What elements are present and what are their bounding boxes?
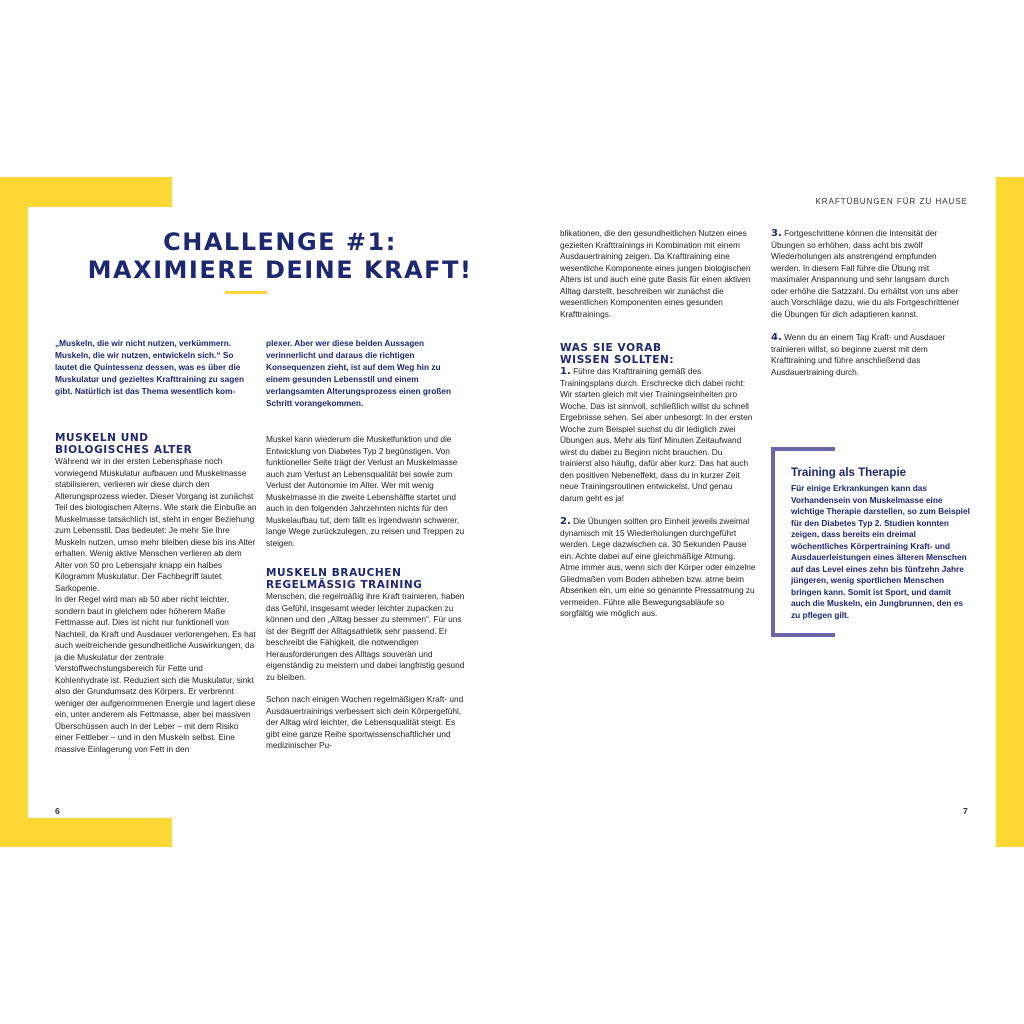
chapter-title-line2: MAXIMIERE DEINE KRAFT! [87, 256, 473, 284]
title-rule [225, 291, 267, 294]
section-heading-1b: BIOLOGISCHES ALTER [55, 444, 193, 456]
running-head: KRAFTÜBUNGEN FÜR ZU HAUSE [815, 197, 968, 206]
info-box-title: Training als Therapie [791, 467, 907, 479]
section-1-paragraph-1: Während wir in der ersten Lebensphase noch vorwiegend Muskulatur aufbauen und Muskelmasse stabilisieren, verlieren wir diese durch den Alterungsprozess wieder. Dieser Vorgang ist zunächst Teil des biologischen Alterns. Wie stark die Einbuße an Muskelmasse tatsächlich ist, steht in enger Beziehung zum Lebensstil. Das bedeutet: Je mehr Sie Ihre Muskeln nutzen, umso mehr bleiben diese bis ins Alter erhalten. Wenig aktive Menschen verlieren ab dem Alter von 50 pro Lebensjahr knapp ein halbes Kilogramm Muskulatur. Der Fachbegriff lautet Sarkopenie. [55, 456, 257, 593]
lead-paragraph-part2: plexer. Aber wer diese beiden Aussagen verinnerlicht und daraus die richtigen Konsequenzen zieht, ist auf dem Weg hin zu einem gesunden Lebensstil und einem verlangsamten Alterungsprozess einen großen Schritt vorangekommen. [266, 338, 452, 408]
column-2 [266, 434, 466, 752]
yellow-frame-left [0, 177, 28, 847]
section-2-paragraph-2: Schon nach einigen Wochen regelmäßigen Kraft- und Ausdauertrainings verbessert sich dein Körpergefühl, der Alltag wird leichter, die Lebensqualität steigt. Es gibt eine ganze Reihe sportwissenschaftlicher und medizinischer Pu- [266, 694, 464, 750]
section-1-paragraph-2: In der Regel wird man ab 50 aber nicht leichter, sondern baut in gleichem oder höherem Maße Fettmasse auf. Dies ist nicht nur funktionell von Nachteil, da Kraft und Ausdauer verlorengehen. Es hat auch weitreichende gesundheitliche Auswirkungen, da ja die Muskulatur der zentrale Verstoffwechslungsbereich für Fette und Kohlenhydrate ist. Reduziert sich die Muskulatur, sinkt also der Grundumsatz des Körpers. Er verbrennt weniger der aufgenommenen Energie und lagert diese ein, unter anderem als Fettmasse, aber bei massiven Überschüssen auch in der Leber – mit dem Risiko einer Fettleber – und in den Muskeln selbst. Eine massive Einlagerung von Fett in den [55, 594, 256, 754]
info-box-border-bottom [771, 633, 835, 637]
item-1-number: 1. [560, 366, 571, 377]
page-number-right: 7 [963, 806, 968, 816]
section-heading-1a: MUSKELN UND [55, 432, 149, 444]
item-1-text: Führe das Krafttraining gemäß des Trainingsplans durch. Erschrecke dich dabei nicht: Wir starten gleich mit vier Trainingseinheiten pro Woche. Das ist sinnvoll, schließlich willst du schnell Ergebnisse sehen. Sei aber unbesorgt: In der ersten Woche zum Beispiel suchst du dir lediglich zwei Übungen aus. Mehr als fünf Minuten Zeitaufwand wirst du dabei zu Beginn nicht brauchen. Du trainierst also häufig, dafür aber kurz. Das hat auch den positiven Nebeneffekt, dass du in kurzer Zeit neue Trainingsroutinen entwickelst. Und genau darum geht es ja! [560, 366, 753, 503]
item-2-text: Die Übungen sollten pro Einheit jeweils zweimal dynamisch mit 15 Wiederholungen durchgeführt werden. Lege dazwischen ca. 30 Sekunden Pause ein. Achte dabei auf eine gleichmäßige Atmung. Atme immer aus, wenn sich der Körper oder einzelne Gliedmaßen vom Boden abheben bzw. atme beim Absenken ein, um eine so genannte Pressatmung zu vermeiden. Führe alle Bewegungsabläufe so sorgfältig wie möglich aus. [560, 516, 756, 618]
item-2-number: 2. [560, 516, 571, 527]
section-heading-2b: REGELMÄSSIG TRAINING [266, 579, 423, 591]
item-4-text: Wenn du an einem Tag Kraft- und Ausdauer trainieren willst, so beginne zuerst mit dem Krafttraining und führe anschließend das Ausdauertraining durch. [771, 332, 946, 377]
column-4 [771, 228, 967, 378]
section-heading-3a: WAS SIE VORAB [560, 342, 662, 354]
column-2-paragraph-1: Muskel kann wiederum die Muskelfunktion und die Entwicklung von Diabetes Typ 2 begünstigen. Von funktioneller Seite trägt der Verlust an Muskelmasse auch zum Verlust an Lebensqualität bei sowie zum Verlust der Autonomie im Alter. Wer mit wenig Muskelmasse in die zweite Lebenshälfte startet und auch in den folgenden Jahrzehnten nichts für den Muskelaufbau tut, dem fällt es irgendwann schwerer, lange Wege zurückzulegen, zu reisen und Treppen zu steigen. [266, 434, 465, 548]
column-3-paragraph-1: blikationen, die den gesundheitlichen Nutzen eines gezielten Krafttrainings in Kombination mit einem Ausdauertraining zeigen. Da Krafttraining eine wesentliche Komponente eines jungen biologischen Alters ist und auch eine gute Basis für einen aktiven Alltag darstellt, beschreiben wir zunächst die wesentlichen Komponenten eines gesunden Krafttrainings. [560, 228, 751, 319]
section-heading-2a: MUSKELN BRAUCHEN [266, 567, 402, 579]
item-3-number: 3. [771, 228, 782, 239]
item-3-text: Fortgeschrittene können die Intensität der Übungen so erhöhen, dass acht bis zwölf Wiederholungen als anstrengend empfunden werden. In diesem Fall führe die Übung mit maximaler Anspannung und sehr langsam durch oder erhöhe die Satzzahl. Du erhältst von uns aber auch Vorschläge dazu, wie du als Fortgeschrittener die Übungen für dich adaptieren kannst. [771, 228, 960, 319]
item-4-number: 4. [771, 332, 782, 343]
section-2-paragraph-1: Menschen, die regelmäßig ihre Kraft trainieren, haben das Gefühl, insgesamt wieder leichter zupacken zu können und den „Alltag besser zu stemmen“. Für uns ist der Begriff der Alltagsathletik sehr passend. Er beschreibt die Fähigkeit, die notwendigen Herausforderungen des Alltags souverän und eigenständig zu meistern und dabei langfristig gesund zu bleiben. [266, 591, 465, 682]
info-box-border-top [771, 447, 835, 451]
page-number-left: 6 [55, 806, 60, 816]
column-1 [55, 432, 257, 755]
chapter-title-line1: CHALLENGE #1: [163, 228, 397, 256]
lead-paragraph-part1: „Muskeln, die wir nicht nutzen, verkümmern. Muskeln, die wir nutzen, entwickeln sich.“ So lautet die Quintessenz dessen, was es über die Muskulatur und gezieltes Krafttraining zu sagen gibt. Natürlich ist das Thema wesentlich kom- [55, 338, 245, 396]
yellow-frame-bottom [0, 818, 172, 847]
column-3 [560, 228, 756, 620]
info-box-text: Für einige Erkrankungen kann das Vorhandensein von Muskelmasse eine wichtige Therapie darstellen, so zum Beispiel für den Diabetes Typ 2. Studien konnten zeigen, dass bereits ein dreimal wöchentliches Körpertraining Kraft- und Ausdauerleistungen eines älteren Menschen auf das Level eines zehn bis fünfzehn Jahre jüngeren, wenig sportlichen Menschen bringen kann. Somit ist Sport, und damit auch die Muskeln, ein Jungbrunnen, den es zu pflegen gilt. [791, 483, 970, 620]
section-heading-3b: WISSEN SOLLTEN: [560, 354, 675, 366]
info-box [771, 447, 970, 637]
yellow-frame-right [996, 177, 1024, 847]
info-box-border-left [771, 447, 775, 637]
